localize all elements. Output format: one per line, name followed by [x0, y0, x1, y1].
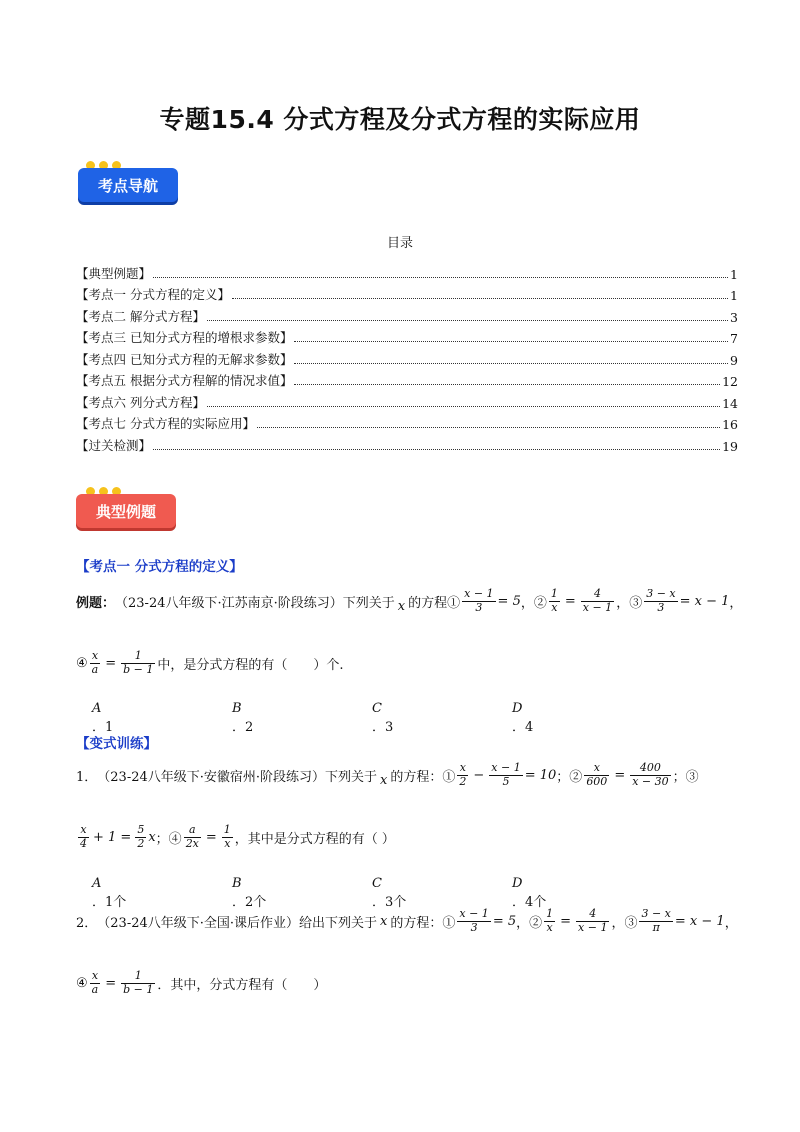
example-options [92, 701, 652, 735]
fraction: $\frac{x}{a}$ [91, 649, 99, 676]
toc-leader [294, 341, 728, 342]
example-line-1: 例题： （23-24八年级下·江苏南京·阶段练习）下列关于 x 的方程① $\frac{x - 1}{3}$ = 5 ，② $\frac{1}{x}$ = $\frac{4}{x - 1}$ ，③ $\frac{3 - x}{3}$ = x − 1 ， [76, 587, 743, 614]
toc-leader [294, 384, 720, 385]
option-d[interactable]: D．4个 [512, 876, 547, 910]
fraction: $\frac{400}{x - 30}$ [632, 761, 669, 788]
toc-item[interactable]: 【考点一 分式方程的定义】 1 [76, 287, 738, 303]
variant-heading: 【变式训练】 [76, 736, 157, 752]
example-line-2: ④ $\frac{x}{a}$ = $\frac{1}{b - 1}$ 中，是分式方程的有（ ）个. [76, 649, 344, 676]
fraction: $\frac{a}{2x}$ [185, 823, 199, 850]
toc-item[interactable]: 【考点七 分式方程的实际应用】 16 [76, 416, 738, 432]
option-b[interactable]: B．2 [232, 701, 254, 735]
toc-leader [232, 298, 728, 299]
fraction: $\frac{5}{2}$ [137, 823, 145, 850]
example-source: （23-24八年级下·江苏南京·阶段练习）下列关于 [115, 595, 395, 611]
section-heading: 【考点一 分式方程的定义】 [76, 559, 243, 575]
fraction: $\frac{3 - x}{\pi}$ [641, 907, 671, 934]
example-label: 例题： [76, 595, 116, 611]
question-1-options [92, 876, 652, 910]
option-c[interactable]: C．3 [372, 701, 394, 735]
fraction: $\frac{4}{x - 1}$ [578, 907, 608, 934]
toc-leader [153, 277, 728, 278]
fraction: $\frac{x}{600}$ [586, 761, 608, 788]
fraction: $\frac{x - 1}{3}$ [459, 907, 489, 934]
toc-item[interactable]: 【考点二 解分式方程】 3 [76, 308, 738, 325]
question-1-line-1: 1． （23-24八年级下·安徽宿州·阶段练习）下列关于 x 的方程：① $\frac{x}{2}$ − $\frac{x - 1}{5}$ = 10 ；② $\frac{x}{600}$ = $\frac{400}{x - 30}$ ；③ [76, 761, 699, 788]
table-of-contents [76, 260, 738, 454]
variable-x: x [380, 913, 388, 929]
toc-heading: 目录 [386, 236, 413, 251]
toc-leader [153, 449, 720, 450]
fraction: $\frac{1}{b - 1}$ [123, 969, 154, 996]
example-text: 的方程① [408, 595, 461, 611]
toc-leader [294, 363, 728, 364]
toc-leader [207, 320, 728, 321]
fraction: $\frac{x}{a}$ [91, 969, 99, 996]
toc-item[interactable]: 【考点三 已知分式方程的增根求参数】 7 [76, 330, 738, 346]
option-a[interactable]: A．1个 [92, 876, 127, 910]
fraction: $\frac{x - 1}{3}$ [464, 587, 494, 614]
examples-badge: 典型例题 [76, 494, 176, 528]
fraction: $\frac{x}{4}$ [80, 823, 87, 850]
toc-leader [257, 427, 720, 428]
option-a[interactable]: A．1 [92, 701, 114, 735]
question-2-line-1: 2． （23-24八年级下·全国·课后作业）给出下列关于 x 的方程：① $\frac{x - 1}{3}$ = 5 ，② $\frac{1}{x}$ = $\frac{4}{x - 1}$ ，③ $\frac{3 - x}{\pi}$ = x − 1 ， [76, 907, 738, 934]
fraction: $\frac{1}{b - 1}$ [123, 649, 154, 676]
option-c[interactable]: C．3个 [372, 876, 407, 910]
toc-item[interactable]: 【典型例题】 1 [76, 265, 738, 282]
fraction: $\frac{4}{x - 1}$ [582, 587, 613, 614]
fraction: $\frac{3 - x}{3}$ [646, 587, 676, 614]
fraction: $\frac{x}{2}$ [459, 761, 467, 788]
fraction: $\frac{1}{x}$ [223, 823, 231, 850]
option-b[interactable]: B．2个 [232, 876, 267, 910]
variable-x: x [380, 772, 388, 788]
toc-item[interactable]: 【考点六 列分式方程】 14 [76, 394, 738, 411]
toc-item[interactable]: 【考点五 根据分式方程解的情况求值】 12 [76, 373, 738, 389]
toc-item[interactable]: 【过关检测】 19 [76, 437, 738, 454]
toc-item[interactable]: 【考点四 已知分式方程的无解求参数】 9 [76, 351, 738, 368]
nav-badge: 考点导航 [78, 168, 178, 202]
question-2-line-2: ④ $\frac{x}{a}$ = $\frac{1}{b - 1}$ ．其中，分式方程有（ ） [76, 969, 327, 996]
toc-leader [207, 406, 720, 407]
question-1-line-2: $\frac{x}{4}$ + 1 = $\frac{5}{2}$ x ；④ $\frac{a}{2x}$ = $\frac{1}{x}$ ，其中是分式方程的有（ ） [80, 823, 395, 850]
option-d[interactable]: D．4 [512, 701, 534, 735]
page-title: 专题15.4 分式方程及分式方程的实际应用 [159, 105, 641, 134]
fraction: $\frac{1}{x}$ [550, 587, 558, 614]
fraction: $\frac{x - 1}{5}$ [491, 761, 521, 788]
variable-x: x [397, 598, 406, 614]
fraction: $\frac{1}{x}$ [546, 907, 554, 934]
